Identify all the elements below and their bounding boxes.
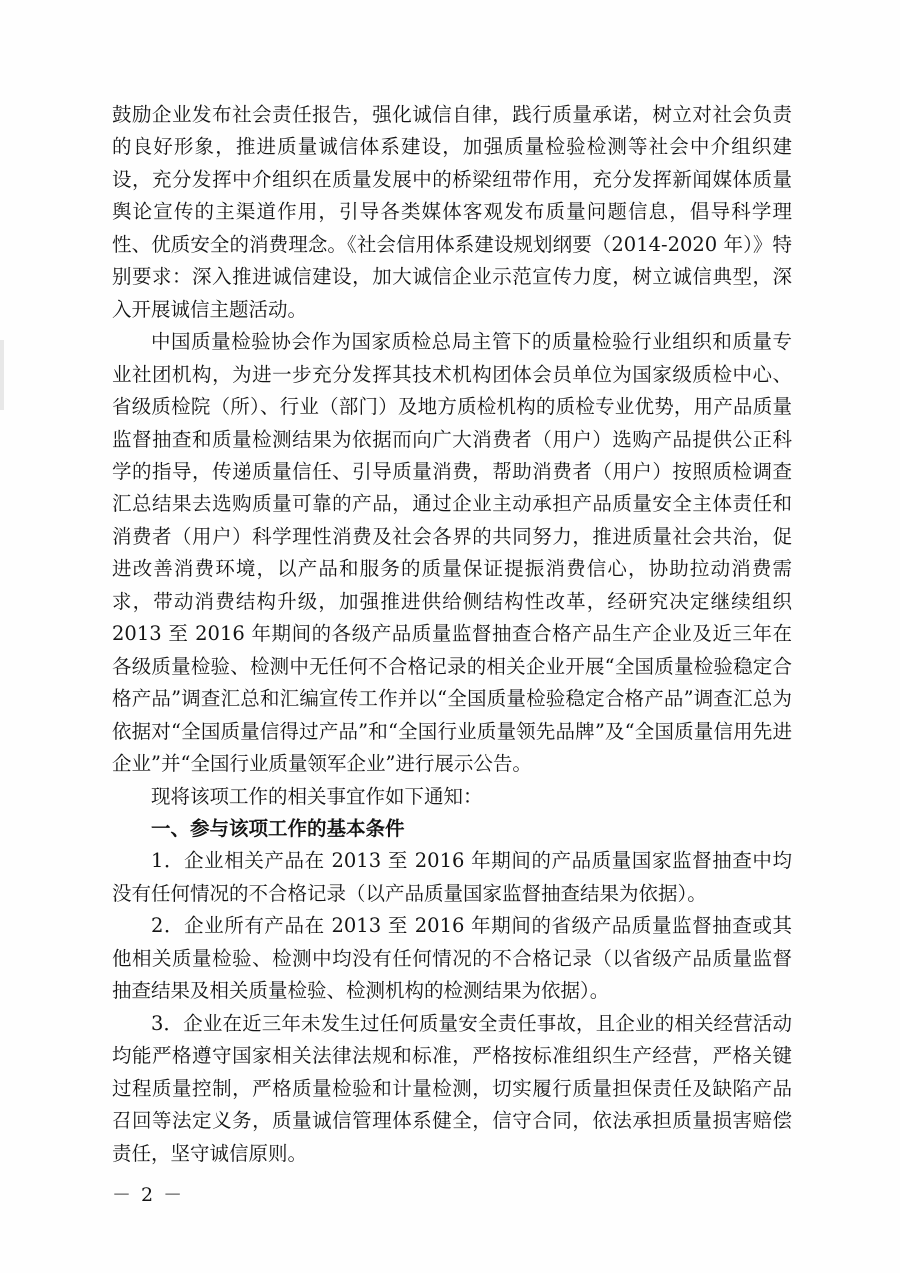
condition-item-2: 2．企业所有产品在 2013 至 2016 年期间的省级产品质量监督抽查或其他相关质量检验、检测中均没有任何情况的不合格记录（以省级产品质量监督抽查结果及相关质量检验、检测机构的检测结果为依据）。 — [112, 914, 792, 1003]
condition-item-3: 3．企业在近三年未发生过任何质量安全责任事故，且企业的相关经营活动均能严格遵守国家相关法律法规和标准，严格按标准组织生产经营，严格关键过程质量控制，严格质量检验和计量检测，切实履行质量担保责任及缺陷产品召回等法定义务，质量诚信管理体系健全，信守合同，依法承担质量损害赔偿责任，坚守诚信原则。 — [112, 1011, 792, 1165]
page-number: － 2 － — [112, 1184, 185, 1206]
paragraph-notice-lead: 现将该项工作的相关事宜作如下通知： — [151, 784, 483, 808]
scan-edge-mark — [0, 340, 4, 410]
section-heading-basic-conditions: 一、参与该项工作的基本条件 — [151, 816, 405, 840]
condition-item-1: 1．企业相关产品在 2013 至 2016 年期间的产品质量国家监督抽查中均没有任何情况的不合格记录（以产品质量国家监督抽查结果为依据）。 — [112, 849, 792, 905]
body-text — [112, 99, 792, 1170]
paragraph-association-intro: 中国质量检验协会作为国家质检总局主管下的质量检验行业组织和质量专业社团机构，为进一步充分发挥其技术机构团体会员单位为国家级质检中心、省级质检院（所）、行业（部门）及地方质检机构的质检专业优势，用产品质量监督抽查和质量检测结果为依据而向广大消费者（用户）选购产品提供公正科学的指导，传递质量信任、引导质量消费，帮助消费者（用户）按照质检调查汇总结果去选购质量可靠的产品，通过企业主动承担产品质量安全主体责任和消费者（用户）科学理性消费及社会各界的共同努力，推进质量社会共治，促进改善消费环境，以产品和服务的质量保证提振消费信心，协助拉动消费需求，带动消费结构升级，加强推进供给侧结构性改革，经研究决定继续组织 2013 至 2016 年期间的各级产品质量监督抽查合格产品生产企业及近三年在各级质量检验、检测中无任何不合格记录的相关企业开展“全国质量检验稳定合格产品”调查汇总和汇编宣传工作并以“全国质量检验稳定合格产品”调查汇总为依据对“全国质量信得过产品”和“全国行业质量领先品牌”及“全国质量信用先进企业”并“全国行业质量领军企业”进行展示公告。 — [112, 330, 792, 776]
paragraph-continuation: 鼓励企业发布社会责任报告，强化诚信自律，践行质量承诺，树立对社会负责的良好形象，推进质量诚信体系建设，加强质量检验检测等社会中介组织建设，充分发挥中介组织在质量发展中的桥梁纽带作用，充分发挥新闻媒体质量舆论宣传的主渠道作用，引导各类媒体客观发布质量问题信息，倡导科学理性、优质安全的消费理念。《社会信用体系建设规划纲要（2014-2020 年）》特别要求：深入推进诚信建设，加大诚信企业示范宣传力度，树立诚信典型，深入开展诚信主题活动。 — [112, 103, 792, 321]
